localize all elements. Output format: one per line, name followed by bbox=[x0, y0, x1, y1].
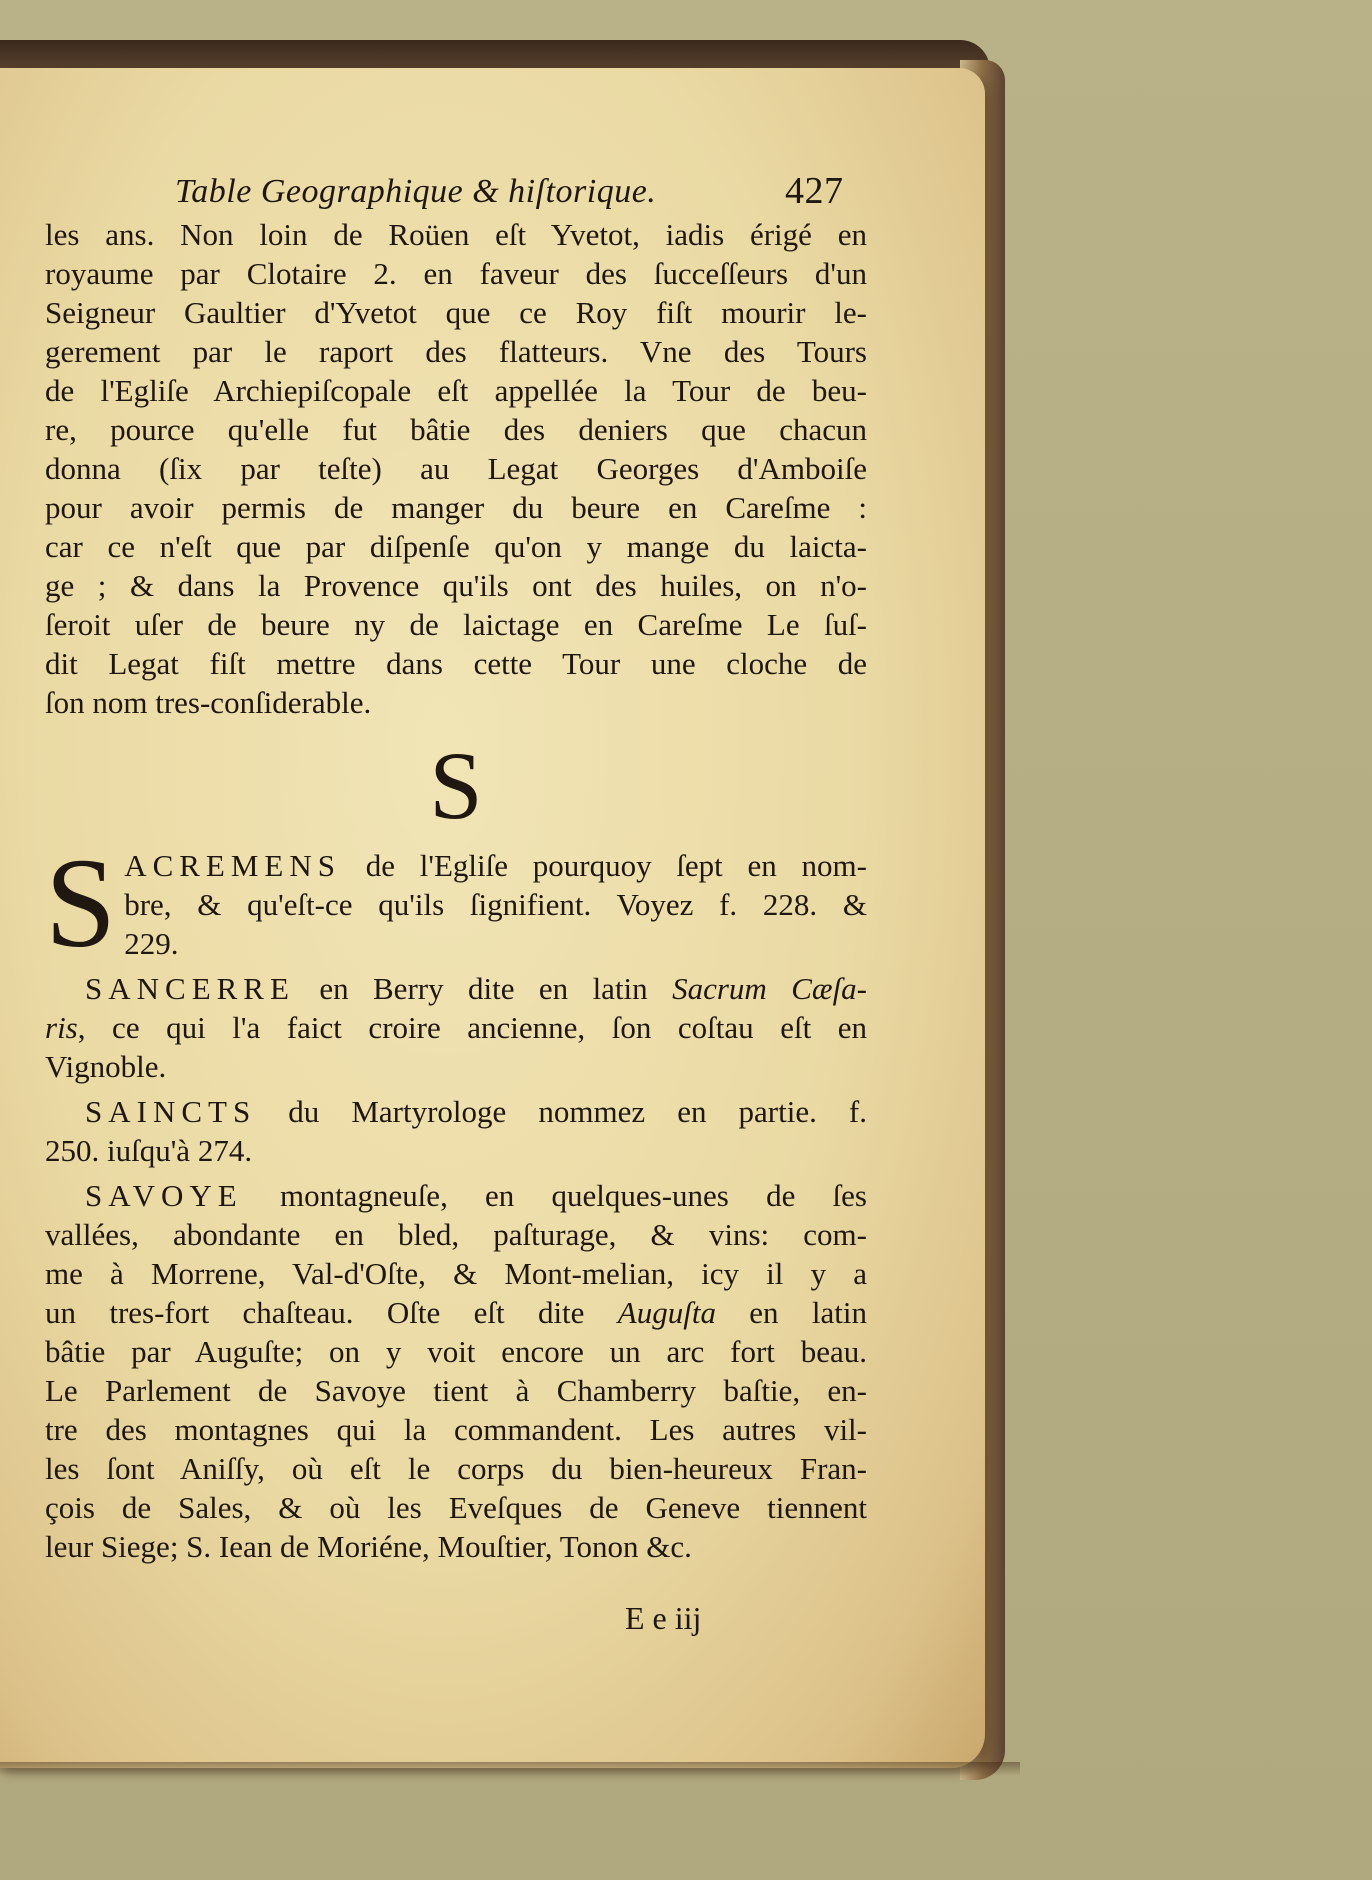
text-fragment: montagneuſe, en quelques-unes de ſes bbox=[242, 1178, 867, 1213]
entry-head: SANCERRE bbox=[85, 971, 295, 1006]
text-line: 229. bbox=[124, 926, 179, 961]
text-line: me à Morrene, Val-d'Oſte, & Mont-melian, icy il y a bbox=[45, 1256, 867, 1291]
text-line: gerement par le raport des flatteurs. Vne des Tours bbox=[45, 334, 867, 369]
text-line: donna (ſix par teſte) au Legat Georges d'Amboiſe bbox=[45, 451, 867, 486]
text-line: les ſont Aniſſy, où eſt le corps du bien-heureux Fran- bbox=[45, 1451, 867, 1486]
text-fragment: , ce qui l'a faict croire ancienne, ſon coſtau eſt en bbox=[77, 1010, 867, 1045]
entry-saincts bbox=[45, 1092, 867, 1170]
text-line: ge ; & dans la Provence qu'ils ont des huiles, on n'o- bbox=[45, 568, 867, 603]
entry-savoye bbox=[45, 1176, 867, 1566]
page-shadow bbox=[0, 1762, 1020, 1776]
text-fragment: un tres-fort chaſteau. Oſte eſt dite bbox=[45, 1295, 618, 1330]
text-line: bâtie par Auguſte; on y voit encore un arc fort beau. bbox=[45, 1334, 867, 1369]
text-line: de l'Egliſe Archiepiſcopale eſt appellée la Tour de beu- bbox=[45, 373, 867, 408]
running-head-title: Table Geographique & hiſtorique. bbox=[175, 173, 657, 210]
entry-head: SAVOYE bbox=[85, 1178, 243, 1213]
text-fragment: en latin bbox=[715, 1295, 868, 1330]
text-line: dit Legat fiſt mettre dans cette Tour une cloche de bbox=[45, 646, 867, 681]
text-line: 250. iuſqu'à 274. bbox=[45, 1133, 253, 1168]
text-line: Seigneur Gaultier d'Yvetot que ce Roy fiſt mourir le- bbox=[45, 295, 867, 330]
catchword-signature: E e iij bbox=[625, 1600, 702, 1636]
entry-head: SAINCTS bbox=[85, 1094, 257, 1129]
text-line: les ans. Non loin de Roüen eſt Yvetot, iadis érigé en bbox=[45, 217, 867, 252]
paragraph-rouen bbox=[45, 215, 867, 722]
text-line: Vignoble. bbox=[45, 1049, 167, 1084]
latin-term: ris bbox=[45, 1010, 78, 1045]
text-line: car ce n'eſt que par diſpenſe qu'on y mange du laictа- bbox=[45, 529, 867, 564]
section-letter-heading: S bbox=[429, 732, 483, 839]
entry-sancerre bbox=[45, 969, 867, 1086]
text-line: re, pource qu'elle fut bâtie des deniers que chacun bbox=[45, 412, 867, 447]
text-line: bre, & qu'eſt-ce qu'ils ſignifient. Voyez f. 228. & bbox=[124, 887, 867, 922]
latin-term: Sacrum Cæſa- bbox=[672, 971, 868, 1006]
entry-sacremens bbox=[45, 832, 867, 974]
text-fragment: du Martyrologe nommez en partie. f. bbox=[256, 1094, 867, 1129]
text-fragment: de l'Egliſe pourquoy ſept en nom- bbox=[341, 848, 867, 883]
text-line: çois de Sales, & où les Eveſques de Geneve tiennent bbox=[45, 1490, 867, 1525]
text-line: ſon nom tres-conſiderable. bbox=[45, 685, 372, 720]
entry-head: ACREMENS bbox=[124, 848, 341, 883]
latin-term: Auguſta bbox=[617, 1295, 716, 1330]
text-line: Le Parlement de Savoye tient à Chamberry baſtie, en- bbox=[45, 1373, 867, 1408]
text-line: royaume par Clotaire 2. en faveur des ſucceſſeurs d'un bbox=[45, 256, 867, 291]
text-line: leur Siege; S. Iean de Moriéne, Mouſtier, Tonon &c. bbox=[45, 1529, 692, 1564]
text-line: vallées, abondante en bled, paſturage, & vins: com- bbox=[45, 1217, 867, 1252]
page-number: 427 bbox=[785, 170, 844, 212]
text-line: pour avoir permis de manger du beure en Careſme : bbox=[45, 490, 867, 525]
text-fragment: en Berry dite en latin bbox=[294, 971, 673, 1006]
text-block bbox=[45, 165, 867, 1566]
drop-cap: S bbox=[45, 832, 117, 974]
text-line: tre des montagnes qui la commandent. Les autres vil- bbox=[45, 1412, 867, 1447]
running-head bbox=[45, 165, 867, 215]
text-line: ſeroit uſer de beure ny de laictage en Careſme Le ſuſ- bbox=[45, 607, 867, 642]
